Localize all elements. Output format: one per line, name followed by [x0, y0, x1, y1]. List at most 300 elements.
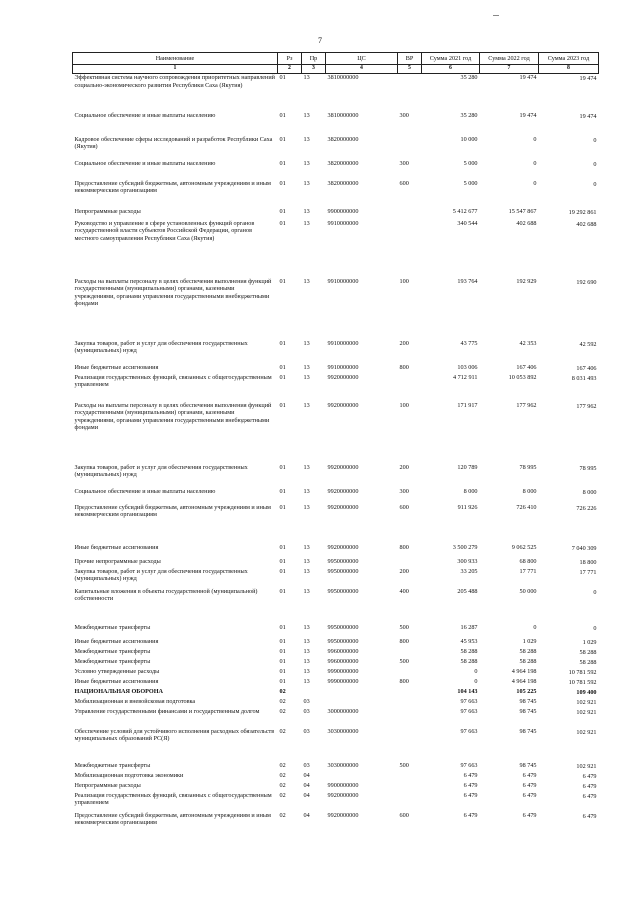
table-cell-cs — [326, 772, 398, 782]
table-cell-name: Социальное обеспечение и иные выплаты населению — [74, 487, 216, 495]
table-cell-2023: 0 — [593, 180, 597, 188]
table-cell-cs: 9920000000 — [327, 463, 359, 471]
table-cell-vr: 300 — [399, 487, 409, 495]
table-cell-2022: 15 547 867 — [508, 207, 537, 215]
table-row — [73, 698, 599, 708]
table-cell-pr: 13 — [303, 677, 310, 685]
table-cell-vr: 200 — [399, 463, 409, 471]
table-cell-cs: 9960000000 — [327, 647, 359, 655]
table-cell-vr — [398, 792, 422, 812]
table-cell-2023: 109 400 — [576, 688, 597, 696]
table-cell-rz: 01 — [279, 277, 286, 285]
table-cell-name: Межбюджетные трансферты — [74, 647, 151, 655]
table-cell-2021: 97 663 — [460, 697, 478, 705]
table-cell-rz: 02 — [279, 697, 286, 705]
table-row — [73, 278, 599, 340]
table-cell-rz: 02 — [279, 771, 286, 779]
header-2021: Сумма 2021 год — [422, 53, 480, 65]
table-cell-rz: 02 — [279, 781, 286, 789]
table-cell-name: Непрограммные расходы — [74, 781, 141, 789]
table-cell-cs: 9920000000 — [327, 811, 359, 819]
table-cell-2023: 0 — [593, 624, 597, 632]
table-cell-pr: 04 — [303, 811, 310, 819]
table-row — [73, 208, 599, 220]
table-cell-name: Руководство и управление в сфере установленных функций органов государственной власти субъектов Российской Федерации, органов местного самоуправления Республики Саха (Якутия) — [74, 219, 255, 242]
table-cell-rz: 01 — [279, 503, 286, 511]
table-cell-rz: 02 — [279, 791, 286, 799]
table-cell-rz: 01 — [279, 587, 286, 595]
table-row — [73, 488, 599, 504]
table-cell-rz: 01 — [279, 623, 286, 631]
table-cell-2021: 58 288 — [460, 657, 478, 665]
table-cell-2021: 911 926 — [457, 503, 478, 511]
table-row — [73, 648, 599, 658]
table-row — [73, 638, 599, 648]
table-cell-pr: 13 — [303, 657, 310, 665]
table-cell-cs: 9960000000 — [327, 657, 359, 665]
table-cell-vr — [398, 728, 422, 762]
table-cell-name: Управление государственными финансами и государственным долгом — [74, 707, 260, 715]
table-cell-vr — [398, 782, 422, 792]
table-cell-2022: 50 000 — [519, 587, 537, 595]
table-cell-rz: 01 — [279, 339, 286, 347]
table-cell-rz: 01 — [279, 207, 286, 215]
table-cell-vr — [398, 74, 422, 112]
table-row — [73, 772, 599, 782]
table-cell-vr — [398, 708, 422, 728]
table-cell-rz: 01 — [279, 179, 286, 187]
table-cell-name: Иные бюджетные ассигнования — [74, 363, 159, 371]
table-cell-pr — [302, 688, 326, 698]
column-number: 1 — [73, 65, 278, 74]
table-cell-cs: 9900000000 — [327, 207, 359, 215]
table-cell-2023: 1 029 — [582, 638, 597, 646]
table-cell-pr: 13 — [303, 74, 310, 81]
table-cell-vr — [398, 374, 422, 402]
table-cell-pr: 13 — [303, 339, 310, 347]
table-cell-2022: 0 — [533, 159, 537, 167]
table-row — [73, 160, 599, 180]
table-row — [73, 544, 599, 558]
table-cell-2021: 103 006 — [457, 363, 478, 371]
table-cell-2021: 193 764 — [457, 277, 478, 285]
table-cell-2023: 58 288 — [579, 648, 597, 656]
table-cell-pr: 03 — [303, 697, 310, 705]
table-row — [73, 464, 599, 488]
table-cell-cs: 3810000000 — [327, 111, 359, 119]
table-cell-2021: 6 479 — [463, 781, 478, 789]
table-cell-vr: 100 — [399, 401, 409, 409]
table-cell-2022: 19 474 — [519, 111, 537, 119]
table-cell-2022: 58 288 — [519, 657, 537, 665]
table-cell-cs: 9990000000 — [327, 677, 359, 685]
table-cell-cs: 9920000000 — [327, 503, 359, 511]
table-cell-2022: 98 745 — [519, 727, 537, 735]
table-cell-cs: 3820000000 — [327, 135, 359, 143]
table-row — [73, 678, 599, 688]
table-cell-rz: 01 — [279, 543, 286, 551]
header-cs: ЦС — [326, 53, 398, 65]
budget-table — [72, 52, 599, 838]
column-number-row — [73, 65, 599, 74]
table-cell-2022: 68 800 — [519, 557, 537, 565]
table-cell-2021: 3 500 279 — [452, 543, 478, 551]
table-cell-2023: 6 479 — [582, 812, 597, 820]
table-cell-2021: 97 663 — [460, 727, 478, 735]
table-cell-2023: 17 771 — [579, 568, 597, 576]
table-row — [73, 340, 599, 364]
table-cell-pr: 13 — [303, 401, 310, 409]
table-cell-pr: 13 — [303, 277, 310, 285]
table-cell-2023: 6 479 — [582, 792, 597, 800]
table-cell-cs: 9920000000 — [327, 543, 359, 551]
table-cell-2022: 0 — [533, 623, 537, 631]
table-cell-2023: 102 921 — [576, 698, 597, 706]
table-cell-vr — [398, 558, 422, 568]
table-cell-2022: 0 — [533, 135, 537, 143]
table-cell-2021: 340 544 — [457, 219, 478, 227]
table-row — [73, 504, 599, 544]
table-cell-rz: 01 — [279, 567, 286, 575]
table-cell-name: Кадровое обеспечение сферы исследований и разработок Республики Саха (Якутия) — [74, 135, 273, 151]
table-cell-2023: 102 921 — [576, 728, 597, 736]
table-cell-2021: 10 000 — [460, 135, 478, 143]
table-cell-rz: 02 — [279, 761, 286, 769]
table-cell-name: Социальное обеспечение и иные выплаты населению — [74, 111, 216, 119]
table-row — [73, 668, 599, 678]
table-cell-pr: 03 — [303, 761, 310, 769]
table-cell-vr — [398, 136, 422, 160]
table-cell-pr: 13 — [303, 463, 310, 471]
table-row — [73, 812, 599, 838]
table-row — [73, 568, 599, 588]
table-cell-2022: 6 479 — [522, 771, 537, 779]
table-cell-vr — [398, 668, 422, 678]
table-cell-cs: 9950000000 — [327, 587, 359, 595]
table-cell-2023: 10 781 592 — [568, 668, 597, 676]
table-cell-2021: 97 663 — [460, 707, 478, 715]
table-cell-vr: 300 — [399, 159, 409, 167]
table-cell-name: Реализация государственных функций, связанных с общегосударственным управлением — [74, 373, 272, 389]
table-cell-name: Межбюджетные трансферты — [74, 623, 151, 631]
table-cell-rz: 01 — [279, 667, 286, 675]
table-cell-name: Расходы на выплаты персоналу в целях обеспечения выполнения функций государственными (муниципальными) органами, казенными учреждениями, органами управления государственными внебюджетными фондами — [74, 401, 272, 432]
table-cell-name: Межбюджетные трансферты — [74, 657, 151, 665]
table-cell-rz: 02 — [279, 727, 286, 735]
table-cell-2022: 1 029 — [522, 637, 537, 645]
table-cell-cs: 9910000000 — [327, 277, 359, 285]
table-cell-2023: 42 592 — [579, 340, 597, 348]
table-cell-2023: 18 800 — [579, 558, 597, 566]
table-cell-rz: 01 — [279, 677, 286, 685]
table-cell-name: Социальное обеспечение и иные выплаты населению — [74, 159, 216, 167]
table-cell-2023: 19 474 — [579, 75, 597, 82]
table-cell-2021: 5 412 677 — [452, 207, 478, 215]
table-cell-rz: 01 — [279, 219, 286, 227]
column-number: 7 — [480, 65, 539, 74]
table-cell-pr: 03 — [303, 707, 310, 715]
table-cell-cs: 9920000000 — [327, 487, 359, 495]
table-cell-vr: 800 — [399, 637, 409, 645]
table-cell-vr: 200 — [399, 567, 409, 575]
table-cell-2021: 5 000 — [463, 179, 478, 187]
table-cell-2021: 43 775 — [460, 339, 478, 347]
table-cell-name: Иные бюджетные ассигнования — [74, 677, 159, 685]
table-cell-2023: 6 479 — [582, 772, 597, 780]
column-number: 3 — [302, 65, 326, 74]
table-cell-cs: 9990000000 — [327, 667, 359, 675]
table-cell-rz: 01 — [279, 135, 286, 143]
table-cell-cs — [326, 688, 398, 698]
table-cell-2022: 98 745 — [519, 761, 537, 769]
table-cell-rz: 02 — [279, 707, 286, 715]
table-cell-name: НАЦИОНАЛЬНАЯ ОБОРОНА — [74, 687, 164, 695]
table-cell-2021: 120 789 — [457, 463, 478, 471]
table-cell-rz: 01 — [279, 557, 286, 565]
column-number: 6 — [422, 65, 480, 74]
table-cell-name: Закупка товаров, работ и услуг для обеспечения государственных (муниципальных) нужд — [74, 339, 248, 355]
table-cell-name: Прочие непрограммные расходы — [74, 557, 161, 565]
table-cell-2022: 6 479 — [522, 811, 537, 819]
header-2022: Сумма 2022 год — [480, 53, 539, 65]
table-cell-vr: 600 — [399, 179, 409, 187]
table-cell-cs: 9950000000 — [327, 557, 359, 565]
table-cell-pr: 13 — [303, 219, 310, 227]
table-cell-2022: 4 964 198 — [511, 677, 537, 685]
table-cell-vr — [398, 208, 422, 220]
table-cell-2022: 177 962 — [516, 401, 537, 409]
table-cell-2023: 8 031 493 — [571, 374, 597, 382]
table-cell-rz: 01 — [279, 463, 286, 471]
table-cell-vr: 600 — [399, 811, 409, 819]
table-cell-2021: 6 479 — [463, 791, 478, 799]
table-cell-cs: 3810000000 — [327, 74, 359, 81]
table-row — [73, 180, 599, 208]
table-cell-pr: 13 — [303, 373, 310, 381]
table-cell-2022: 19 474 — [519, 74, 537, 81]
table-cell-2022: 98 745 — [519, 707, 537, 715]
table-cell-2023: 8 000 — [582, 488, 597, 496]
table-cell-name: Мобилизационная и вневойсковая подготовка — [74, 697, 196, 705]
table-cell-2023: 10 781 592 — [568, 678, 597, 686]
table-cell-pr: 13 — [303, 179, 310, 187]
table-row — [73, 220, 599, 278]
table-cell-rz: 01 — [279, 159, 286, 167]
table-cell-rz: 01 — [279, 401, 286, 409]
table-cell-cs: 9950000000 — [327, 567, 359, 575]
table-cell-2021: 35 280 — [460, 74, 478, 81]
table-cell-2022: 726 410 — [516, 503, 537, 511]
table-cell-pr: 04 — [303, 781, 310, 789]
table-cell-vr: 100 — [399, 277, 409, 285]
column-number: 2 — [278, 65, 302, 74]
table-cell-vr: 800 — [399, 543, 409, 551]
table-cell-2022: 42 353 — [519, 339, 537, 347]
table-cell-2023: 102 921 — [576, 762, 597, 770]
table-cell-pr: 13 — [303, 543, 310, 551]
table-cell-cs: 9920000000 — [327, 373, 359, 381]
table-cell-rz: 01 — [279, 111, 286, 119]
table-cell-vr — [398, 688, 422, 698]
table-cell-cs: 9920000000 — [327, 401, 359, 409]
header-row — [73, 53, 599, 65]
table-cell-name: Обеспечение условий для устойчивого исполнения расходных обязательств муниципальных образований РС(Я) — [74, 727, 275, 743]
table-cell-cs: 9950000000 — [327, 637, 359, 645]
table-cell-vr: 200 — [399, 339, 409, 347]
table-cell-vr — [398, 648, 422, 658]
table-cell-2023: 402 688 — [576, 220, 597, 228]
scan-mark — [493, 15, 499, 16]
table-cell-vr — [398, 220, 422, 278]
table-cell-2022: 98 745 — [519, 697, 537, 705]
table-cell-2023: 19 292 861 — [568, 208, 597, 216]
table-row — [73, 688, 599, 698]
table-cell-2021: 45 953 — [460, 637, 478, 645]
table-cell-rz: 01 — [279, 363, 286, 371]
table-cell-2023: 19 474 — [579, 112, 597, 120]
table-cell-pr: 04 — [303, 791, 310, 799]
table-cell-cs: 9910000000 — [327, 219, 359, 227]
table-cell-cs: 3030000000 — [327, 727, 359, 735]
table-cell-vr: 400 — [399, 587, 409, 595]
table-cell-name: Предоставление субсидий бюджетным, автономным учреждениям и иным некоммерческим организациям — [74, 811, 271, 827]
table-row — [73, 708, 599, 728]
table-cell-vr: 800 — [399, 363, 409, 371]
table-cell-2022: 4 964 198 — [511, 667, 537, 675]
table-cell-2022: 105 225 — [516, 687, 537, 695]
table-cell-name: Условно утвержденные расходы — [74, 667, 160, 675]
table-cell-2022: 167 406 — [516, 363, 537, 371]
table-cell-pr: 13 — [303, 623, 310, 631]
table-cell-cs: 3820000000 — [327, 159, 359, 167]
table-cell-name: Капитальные вложения в объекты государственной (муниципальной) собственности — [74, 587, 258, 603]
table-cell-vr: 600 — [399, 503, 409, 511]
table-cell-pr: 13 — [303, 487, 310, 495]
table-cell-rz: 01 — [279, 487, 286, 495]
table-cell-pr: 13 — [303, 503, 310, 511]
table-cell-rz: 01 — [279, 637, 286, 645]
table-cell-2022: 6 479 — [522, 791, 537, 799]
table-cell-vr: 500 — [399, 623, 409, 631]
table-cell-cs: 9920000000 — [327, 791, 359, 799]
table-cell-2021: 104 143 — [457, 687, 478, 695]
table-cell-cs: 3000000000 — [327, 707, 359, 715]
table-row — [73, 374, 599, 402]
table-cell-name: Иные бюджетные ассигнования — [74, 637, 159, 645]
table-cell-2022: 17 771 — [519, 567, 537, 575]
table-cell-2022: 58 288 — [519, 647, 537, 655]
table-cell-name: Межбюджетные трансферты — [74, 761, 151, 769]
table-cell-pr: 13 — [303, 363, 310, 371]
table-cell-2023: 167 406 — [576, 364, 597, 372]
table-cell-2021: 0 — [474, 677, 478, 685]
table-cell-name: Расходы на выплаты персоналу в целях обеспечения выполнения функций государственными (муниципальными) органами, казенными учреждениями, органами управления государственными внебюджетными фондами — [74, 277, 272, 308]
table-cell-2022: 78 995 — [519, 463, 537, 471]
table-row — [73, 136, 599, 160]
table-cell-name: Предоставление субсидий бюджетным, автономным учреждениям и иным некоммерческим организациям — [74, 503, 271, 519]
header-name: Наименование — [73, 53, 278, 65]
header-2023: Сумма 2023 год — [539, 53, 599, 65]
table-cell-vr: 500 — [399, 657, 409, 665]
table-cell-2022: 402 688 — [516, 219, 537, 227]
table-cell-name: Иные бюджетные ассигнования — [74, 543, 159, 551]
table-row — [73, 624, 599, 638]
table-cell-rz: 01 — [279, 657, 286, 665]
table-cell-pr: 13 — [303, 111, 310, 119]
table-cell-2022: 9 062 525 — [511, 543, 537, 551]
table-cell-2023: 58 288 — [579, 658, 597, 666]
table-row — [73, 792, 599, 812]
table-cell-cs: 3030000000 — [327, 761, 359, 769]
table-cell-pr: 13 — [303, 647, 310, 655]
column-number: 8 — [539, 65, 599, 74]
table-row — [73, 762, 599, 772]
table-cell-2021: 33 205 — [460, 567, 478, 575]
table-cell-2021: 0 — [474, 667, 478, 675]
header-pr: Пр — [302, 53, 326, 65]
table-cell-name: Предоставление субсидий бюджетным, автономным учреждениям и иным некоммерческим организациям — [74, 179, 271, 195]
table-cell-cs: 9910000000 — [327, 339, 359, 347]
table-cell-name: Мобилизационная подготовка экономики — [74, 771, 184, 779]
column-number: 5 — [398, 65, 422, 74]
page-number: 7 — [318, 36, 322, 45]
table-cell-vr: 800 — [399, 677, 409, 685]
table-cell-2023: 0 — [593, 136, 597, 144]
table-cell-vr: 300 — [399, 111, 409, 119]
table-cell-2023: 7 040 309 — [571, 544, 597, 552]
table-cell-cs: 9950000000 — [327, 623, 359, 631]
table-cell-2021: 6 479 — [463, 771, 478, 779]
table-cell-cs: 9900000000 — [327, 781, 359, 789]
table-cell-2021: 5 000 — [463, 159, 478, 167]
table-cell-2021: 205 488 — [457, 587, 478, 595]
table-cell-pr: 13 — [303, 159, 310, 167]
table-cell-2022: 8 000 — [522, 487, 537, 495]
table-cell-rz: 01 — [279, 373, 286, 381]
table-cell-vr — [398, 698, 422, 708]
table-cell-2023: 0 — [593, 588, 597, 596]
table-cell-2021: 300 933 — [457, 557, 478, 565]
table-cell-rz: 01 — [279, 647, 286, 655]
table-cell-pr: 13 — [303, 207, 310, 215]
table-row — [73, 402, 599, 464]
table-cell-2021: 171 917 — [457, 401, 478, 409]
table-cell-2021: 97 663 — [460, 761, 478, 769]
table-cell-2022: 192 929 — [516, 277, 537, 285]
table-cell-2022: 10 053 892 — [508, 373, 537, 381]
table-cell-2023: 192 690 — [576, 278, 597, 286]
table-cell-vr — [398, 772, 422, 782]
table-cell-2022: 6 479 — [522, 781, 537, 789]
table-cell-2023: 78 995 — [579, 464, 597, 472]
table-cell-pr: 13 — [303, 587, 310, 595]
table-cell-pr: 13 — [303, 567, 310, 575]
table-row — [73, 782, 599, 792]
table-cell-2023: 177 962 — [576, 402, 597, 410]
table-cell-pr: 03 — [303, 727, 310, 735]
table-cell-2021: 58 288 — [460, 647, 478, 655]
header-rz: Рз — [278, 53, 302, 65]
table-cell-pr: 13 — [303, 557, 310, 565]
table-cell-cs — [326, 698, 398, 708]
table-cell-pr: 13 — [303, 667, 310, 675]
table-cell-2023: 6 479 — [582, 782, 597, 790]
table-cell-rz: 02 — [279, 687, 286, 695]
table-cell-name: Реализация государственных функций, связанных с общегосударственным управлением — [74, 791, 272, 807]
table-cell-name: Закупка товаров, работ и услуг для обеспечения государственных (муниципальных) нужд — [74, 567, 248, 583]
table-row — [73, 658, 599, 668]
table-cell-2021: 4 712 911 — [452, 373, 478, 381]
